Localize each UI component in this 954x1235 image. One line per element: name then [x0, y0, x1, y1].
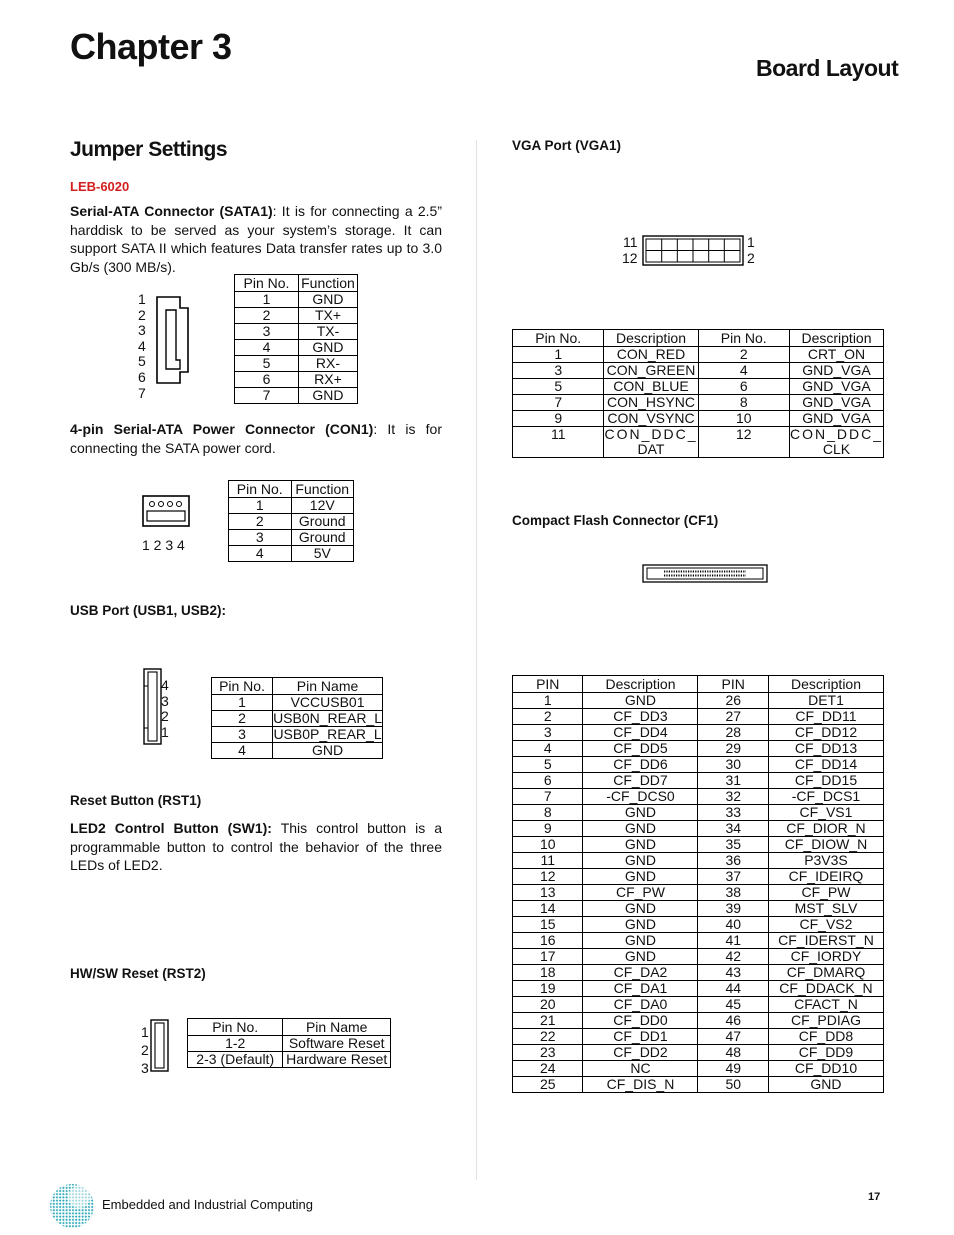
table-row [235, 372, 358, 388]
sata-pin-labels [138, 292, 146, 401]
table-header-row [188, 1019, 391, 1036]
table-cell: GND [768, 1077, 883, 1093]
table-cell: CF_DD8 [768, 1029, 883, 1045]
table-row [513, 805, 884, 821]
table-row [513, 757, 884, 773]
power-connector-icon [142, 495, 190, 527]
table-cell: 5V [291, 546, 354, 562]
pin-label: 4 [161, 677, 169, 693]
column-header: Description [789, 330, 883, 347]
table-row [513, 379, 884, 395]
table-cell: GND [583, 949, 698, 965]
table-cell: 28 [698, 725, 768, 741]
table-row [229, 514, 354, 530]
table-row [235, 308, 358, 324]
table-row [513, 853, 884, 869]
table-cell: Ground [291, 530, 354, 546]
section-heading: Jumper Settings [70, 138, 228, 161]
sata-power-label: 4-pin Serial-ATA Power Connector (CON1) [70, 421, 374, 437]
footer-text: Embedded and Industrial Computing [102, 1197, 314, 1212]
cf-heading: Compact Flash Connector (CF1) [512, 513, 719, 528]
table-header-row [513, 330, 884, 347]
table-cell: 13 [513, 885, 583, 901]
table-cell: 18 [513, 965, 583, 981]
table-cell: 34 [698, 821, 768, 837]
column-header: Pin No. [188, 1019, 283, 1036]
pin-label: 3 [141, 1060, 149, 1076]
table-cell: 8 [698, 395, 789, 411]
vga-pin-labels-left [622, 235, 638, 266]
table-cell: 4 [513, 741, 583, 757]
table-cell: -CF_DCS0 [583, 789, 698, 805]
table-cell: 9 [513, 821, 583, 837]
table-cell: 21 [513, 1013, 583, 1029]
table-row [513, 1029, 884, 1045]
usb-pin-labels [161, 678, 169, 740]
vga-pin-table [512, 329, 884, 458]
table-row [513, 869, 884, 885]
pin-label: 2 [161, 708, 169, 725]
table-cell: 10 [698, 411, 789, 427]
column-header: PIN [698, 676, 768, 693]
table-cell: 3 [229, 530, 292, 546]
table-cell: 7 [235, 388, 299, 404]
table-cell: 27 [698, 709, 768, 725]
table-cell: CFACT_N [768, 997, 883, 1013]
cf-pin-table [512, 675, 884, 1093]
table-cell: 5 [513, 757, 583, 773]
power-pin-labels: 1 2 3 4 [142, 537, 185, 553]
column-header: Function [291, 481, 354, 498]
table-cell: 4 [212, 743, 273, 759]
table-cell: CF_VS1 [768, 805, 883, 821]
table-cell: 3 [513, 725, 583, 741]
table-cell: TX+ [298, 308, 357, 324]
table-row [513, 1061, 884, 1077]
table-cell: 1 [235, 292, 299, 308]
table-cell: GND [583, 837, 698, 853]
table-cell: CF_DIOW_N [768, 837, 883, 853]
cell-line: CLK [822, 441, 851, 457]
table-cell: CF_DA1 [583, 981, 698, 997]
sata-power-description [70, 420, 442, 457]
table-cell: 26 [698, 693, 768, 709]
pin-label: 3 [138, 322, 146, 339]
table-cell: 45 [698, 997, 768, 1013]
pin-label: 2 [141, 1042, 149, 1058]
table-row [513, 741, 884, 757]
table-cell: 39 [698, 901, 768, 917]
table-cell: 10 [513, 837, 583, 853]
table-cell: CF_PW [768, 885, 883, 901]
table-cell: DET1 [768, 693, 883, 709]
sata-power-text: : It is for connecting the SATA power cord. [70, 421, 442, 456]
table-cell: CF_DD4 [583, 725, 698, 741]
table-cell: 22 [513, 1029, 583, 1045]
table-cell: CF_DD11 [768, 709, 883, 725]
pin-label: 1 [161, 723, 169, 740]
column-header: Pin No. [513, 330, 604, 347]
pin-label: 2 [747, 249, 755, 266]
table-cell: GND [298, 388, 357, 404]
table-cell: GND_VGA [789, 379, 883, 395]
table-row [212, 711, 383, 727]
table-cell: CF_PDIAG [768, 1013, 883, 1029]
table-cell: 5 [513, 379, 604, 395]
table-cell: USB0N_REAR_L [273, 710, 382, 726]
table-cell: CF_DDACK_N [768, 981, 883, 997]
table-cell: 16 [513, 933, 583, 949]
table-cell: Ground [291, 514, 354, 530]
table-cell: CF_DD15 [768, 773, 883, 789]
table-cell: 1 [513, 347, 604, 363]
table-cell: CON_BLUE [604, 379, 698, 395]
table-cell: 7 [513, 789, 583, 805]
table-cell: 11 [513, 853, 583, 869]
table-row [229, 546, 354, 562]
table-cell: 1-2 [188, 1036, 283, 1052]
chapter-title: Chapter 3 [70, 26, 232, 67]
pin-label: 11 [623, 234, 638, 250]
table-cell: 49 [698, 1061, 768, 1077]
table-cell: 2-3 (Default) [188, 1052, 283, 1068]
sata-connector-icon [154, 296, 192, 384]
table-cell: CF_DD13 [768, 741, 883, 757]
table-row [513, 411, 884, 427]
table-cell: 4 [235, 340, 299, 356]
sata-description [70, 202, 442, 276]
table-cell: CRT_ON [789, 347, 883, 363]
table-cell: 40 [698, 917, 768, 933]
table-row [513, 693, 884, 709]
column-header: PIN [513, 676, 583, 693]
table-row [513, 1045, 884, 1061]
pin-label: 7 [138, 384, 146, 401]
table-row [513, 981, 884, 997]
table-row [212, 727, 383, 743]
hwsw-heading: HW/SW Reset (RST2) [70, 966, 206, 981]
table-cell: 5 [235, 356, 299, 372]
table-cell: USB0P_REAR_L [273, 726, 382, 742]
table-cell: 37 [698, 869, 768, 885]
sata-label: Serial-ATA Connector (SATA1) [70, 203, 273, 219]
table-cell: 2 [698, 347, 789, 363]
led2-description [70, 819, 442, 875]
table-cell: CF_VS2 [768, 917, 883, 933]
table-cell: 12V [291, 498, 354, 514]
pin-label: 1 [141, 1024, 149, 1040]
table-cell: 36 [698, 853, 768, 869]
table-cell: 3 [235, 324, 299, 340]
table-cell: 6 [513, 773, 583, 789]
led2-label: LED2 Control Button (SW1): [70, 820, 272, 836]
table-cell: 30 [698, 757, 768, 773]
table-cell: CF_DD2 [583, 1045, 698, 1061]
table-cell: 4 [229, 546, 292, 562]
table-cell: 48 [698, 1045, 768, 1061]
sata-text: : It is for connecting a 2.5” harddisk to be served as your system’s storage. It can support SATA II which features Data transfer rates up to 3.0 Gb/s (300 MB/s). [70, 203, 442, 275]
cell-line: DAT [637, 441, 665, 457]
table-cell: CF_DMARQ [768, 965, 883, 981]
table-cell: CF_DIOR_N [768, 821, 883, 837]
table-cell: 19 [513, 981, 583, 997]
table-cell: CF_DD0 [583, 1013, 698, 1029]
table-cell: 24 [513, 1061, 583, 1077]
pin-label: 4 [138, 337, 146, 354]
table-cell: RX- [298, 356, 357, 372]
table-row [513, 901, 884, 917]
usb-pin-table [211, 677, 383, 759]
table-cell: 1 [212, 695, 273, 711]
table-cell: 4 [698, 363, 789, 379]
table-cell: CF_IORDY [768, 949, 883, 965]
table-cell: CF_DD12 [768, 725, 883, 741]
pin-label: 5 [138, 353, 146, 370]
table-cell: 14 [513, 901, 583, 917]
table-row [513, 821, 884, 837]
table-cell: 2 [513, 709, 583, 725]
column-header: Function [298, 275, 357, 292]
table-cell: CF_DD1 [583, 1029, 698, 1045]
table-header-row [235, 275, 358, 292]
column-header: Description [604, 330, 698, 347]
table-cell: GND [583, 693, 698, 709]
vga-pin-labels-right [747, 235, 755, 266]
table-cell: CF_DD7 [583, 773, 698, 789]
table-row [188, 1052, 391, 1068]
table-cell: CF_IDEIRQ [768, 869, 883, 885]
table-cell: 32 [698, 789, 768, 805]
table-cell: CF_DIS_N [583, 1077, 698, 1093]
table-cell [789, 427, 883, 458]
table-cell: GND_VGA [789, 395, 883, 411]
pin-label: 12 [622, 249, 638, 266]
table-cell: 33 [698, 805, 768, 821]
table-row [513, 933, 884, 949]
table-cell: 2 [229, 514, 292, 530]
column-header: Description [583, 676, 698, 693]
table-cell: 44 [698, 981, 768, 997]
table-row [235, 356, 358, 372]
table-row [513, 363, 884, 379]
table-row [513, 773, 884, 789]
table-cell [604, 427, 698, 458]
cf-connector-icon [642, 564, 768, 583]
table-cell: P3V3S [768, 853, 883, 869]
table-row [513, 1077, 884, 1093]
table-cell: GND [583, 805, 698, 821]
table-cell: CON_HSYNC [604, 395, 698, 411]
column-header: Pin No. [235, 275, 299, 292]
table-row [513, 997, 884, 1013]
table-row [513, 917, 884, 933]
column-header: Pin Name [273, 678, 383, 695]
table-cell: CF_DA2 [583, 965, 698, 981]
pin-label: 1 [747, 234, 755, 250]
table-cell: 23 [513, 1045, 583, 1061]
table-cell: 25 [513, 1077, 583, 1093]
table-row [229, 498, 354, 514]
table-cell: 3 [513, 363, 604, 379]
table-cell: CF_DD9 [768, 1045, 883, 1061]
table-cell: 6 [235, 372, 299, 388]
table-row [235, 340, 358, 356]
table-row [513, 789, 884, 805]
table-cell: 35 [698, 837, 768, 853]
table-cell: -CF_DCS1 [768, 789, 883, 805]
column-header: Pin No. [698, 330, 789, 347]
table-cell: NC [583, 1061, 698, 1077]
table-row [513, 395, 884, 411]
table-row [513, 709, 884, 725]
table-cell: 43 [698, 965, 768, 981]
table-cell: GND [583, 933, 698, 949]
table-row [188, 1036, 391, 1052]
reset-heading: Reset Button (RST1) [70, 793, 202, 808]
column-divider [476, 140, 477, 1180]
table-cell: CF_DD5 [583, 741, 698, 757]
table-row [513, 837, 884, 853]
table-cell: RX+ [298, 372, 357, 388]
table-row [212, 695, 383, 711]
table-cell: MST_SLV [768, 901, 883, 917]
table-cell: GND_VGA [789, 411, 883, 427]
hwsw-pin-labels [141, 1023, 149, 1077]
table-cell: GND [298, 292, 357, 308]
table-row [235, 324, 358, 340]
table-cell: 41 [698, 933, 768, 949]
table-cell: GND [583, 901, 698, 917]
sata-power-pin-table [228, 480, 354, 562]
table-cell: 8 [513, 805, 583, 821]
vga-connector-icon [642, 235, 744, 266]
table-row [513, 725, 884, 741]
table-cell: 1 [229, 498, 292, 514]
table-header-row [513, 676, 884, 693]
column-header: Description [768, 676, 883, 693]
table-header-row [229, 481, 354, 498]
table-cell: Software Reset [283, 1036, 391, 1052]
sata-pin-table [234, 274, 358, 404]
model-label: LEB-6020 [70, 179, 130, 194]
table-cell: 12 [698, 427, 789, 458]
table-row [235, 292, 358, 308]
table-cell: VCCUSB01 [273, 695, 383, 711]
table-row [513, 885, 884, 901]
table-cell: 1 [513, 693, 583, 709]
table-cell: 29 [698, 741, 768, 757]
table-cell: 2 [212, 711, 273, 727]
usb-connector-icon [143, 668, 163, 746]
table-row [212, 743, 383, 759]
cell-line: CON_DDC_ [789, 426, 883, 442]
page-number: 17 [868, 1191, 881, 1203]
table-cell: 31 [698, 773, 768, 789]
pin-label: 2 [138, 306, 146, 323]
table-row [235, 388, 358, 404]
table-cell: GND [583, 821, 698, 837]
table-cell: 6 [698, 379, 789, 395]
table-row [513, 949, 884, 965]
table-cell: CF_DD10 [768, 1061, 883, 1077]
column-header: Pin Name [283, 1019, 391, 1036]
table-cell: Hardware Reset [283, 1052, 391, 1068]
table-cell: 12 [513, 869, 583, 885]
table-cell: CON_VSYNC [604, 411, 698, 427]
table-cell: CON_GREEN [604, 363, 698, 379]
pin-label: 1 [138, 291, 146, 307]
table-cell: GND [298, 340, 357, 356]
table-cell: GND [583, 917, 698, 933]
table-cell: CON_RED [604, 347, 698, 363]
table-row [513, 1013, 884, 1029]
table-cell: 42 [698, 949, 768, 965]
table-cell: CF_IDERST_N [768, 933, 883, 949]
table-cell: 50 [698, 1077, 768, 1093]
led2-text: This control button is a programmable button to control the behavior of the three LEDs of LED2. [70, 820, 442, 873]
table-row [513, 427, 884, 458]
table-cell: 46 [698, 1013, 768, 1029]
hwsw-pin-table [187, 1018, 391, 1068]
cell-line: CON_DDC_ [604, 426, 698, 442]
table-cell: 2 [235, 308, 299, 324]
table-cell: 38 [698, 885, 768, 901]
table-cell: GND [583, 869, 698, 885]
table-cell: 9 [513, 411, 604, 427]
table-cell: GND [583, 853, 698, 869]
usb-heading: USB Port (USB1, USB2): [70, 603, 227, 618]
pin-label: 6 [138, 368, 146, 385]
table-cell: 15 [513, 917, 583, 933]
table-header-row [212, 678, 383, 695]
table-row [229, 530, 354, 546]
company-logo-icon [49, 1183, 95, 1229]
column-header: Pin No. [229, 481, 292, 498]
table-cell: 47 [698, 1029, 768, 1045]
table-cell: CF_PW [583, 885, 698, 901]
table-cell: 20 [513, 997, 583, 1013]
table-cell: 11 [513, 427, 604, 458]
table-row [513, 965, 884, 981]
page-title: Board Layout [756, 55, 899, 81]
reset-jumper-icon [150, 1019, 170, 1073]
table-row [513, 347, 884, 363]
table-cell: GND_VGA [789, 363, 883, 379]
table-cell: CF_DD14 [768, 757, 883, 773]
table-cell: 7 [513, 395, 604, 411]
pin-label: 3 [161, 692, 169, 709]
vga-heading: VGA Port (VGA1) [512, 138, 622, 153]
table-cell: 17 [513, 949, 583, 965]
table-cell: GND [273, 743, 383, 759]
table-cell: TX- [298, 324, 357, 340]
table-cell: 3 [212, 727, 273, 743]
column-header: Pin No. [212, 678, 273, 695]
table-cell: CF_DD6 [583, 757, 698, 773]
table-cell: CF_DD3 [583, 709, 698, 725]
table-cell: CF_DA0 [583, 997, 698, 1013]
